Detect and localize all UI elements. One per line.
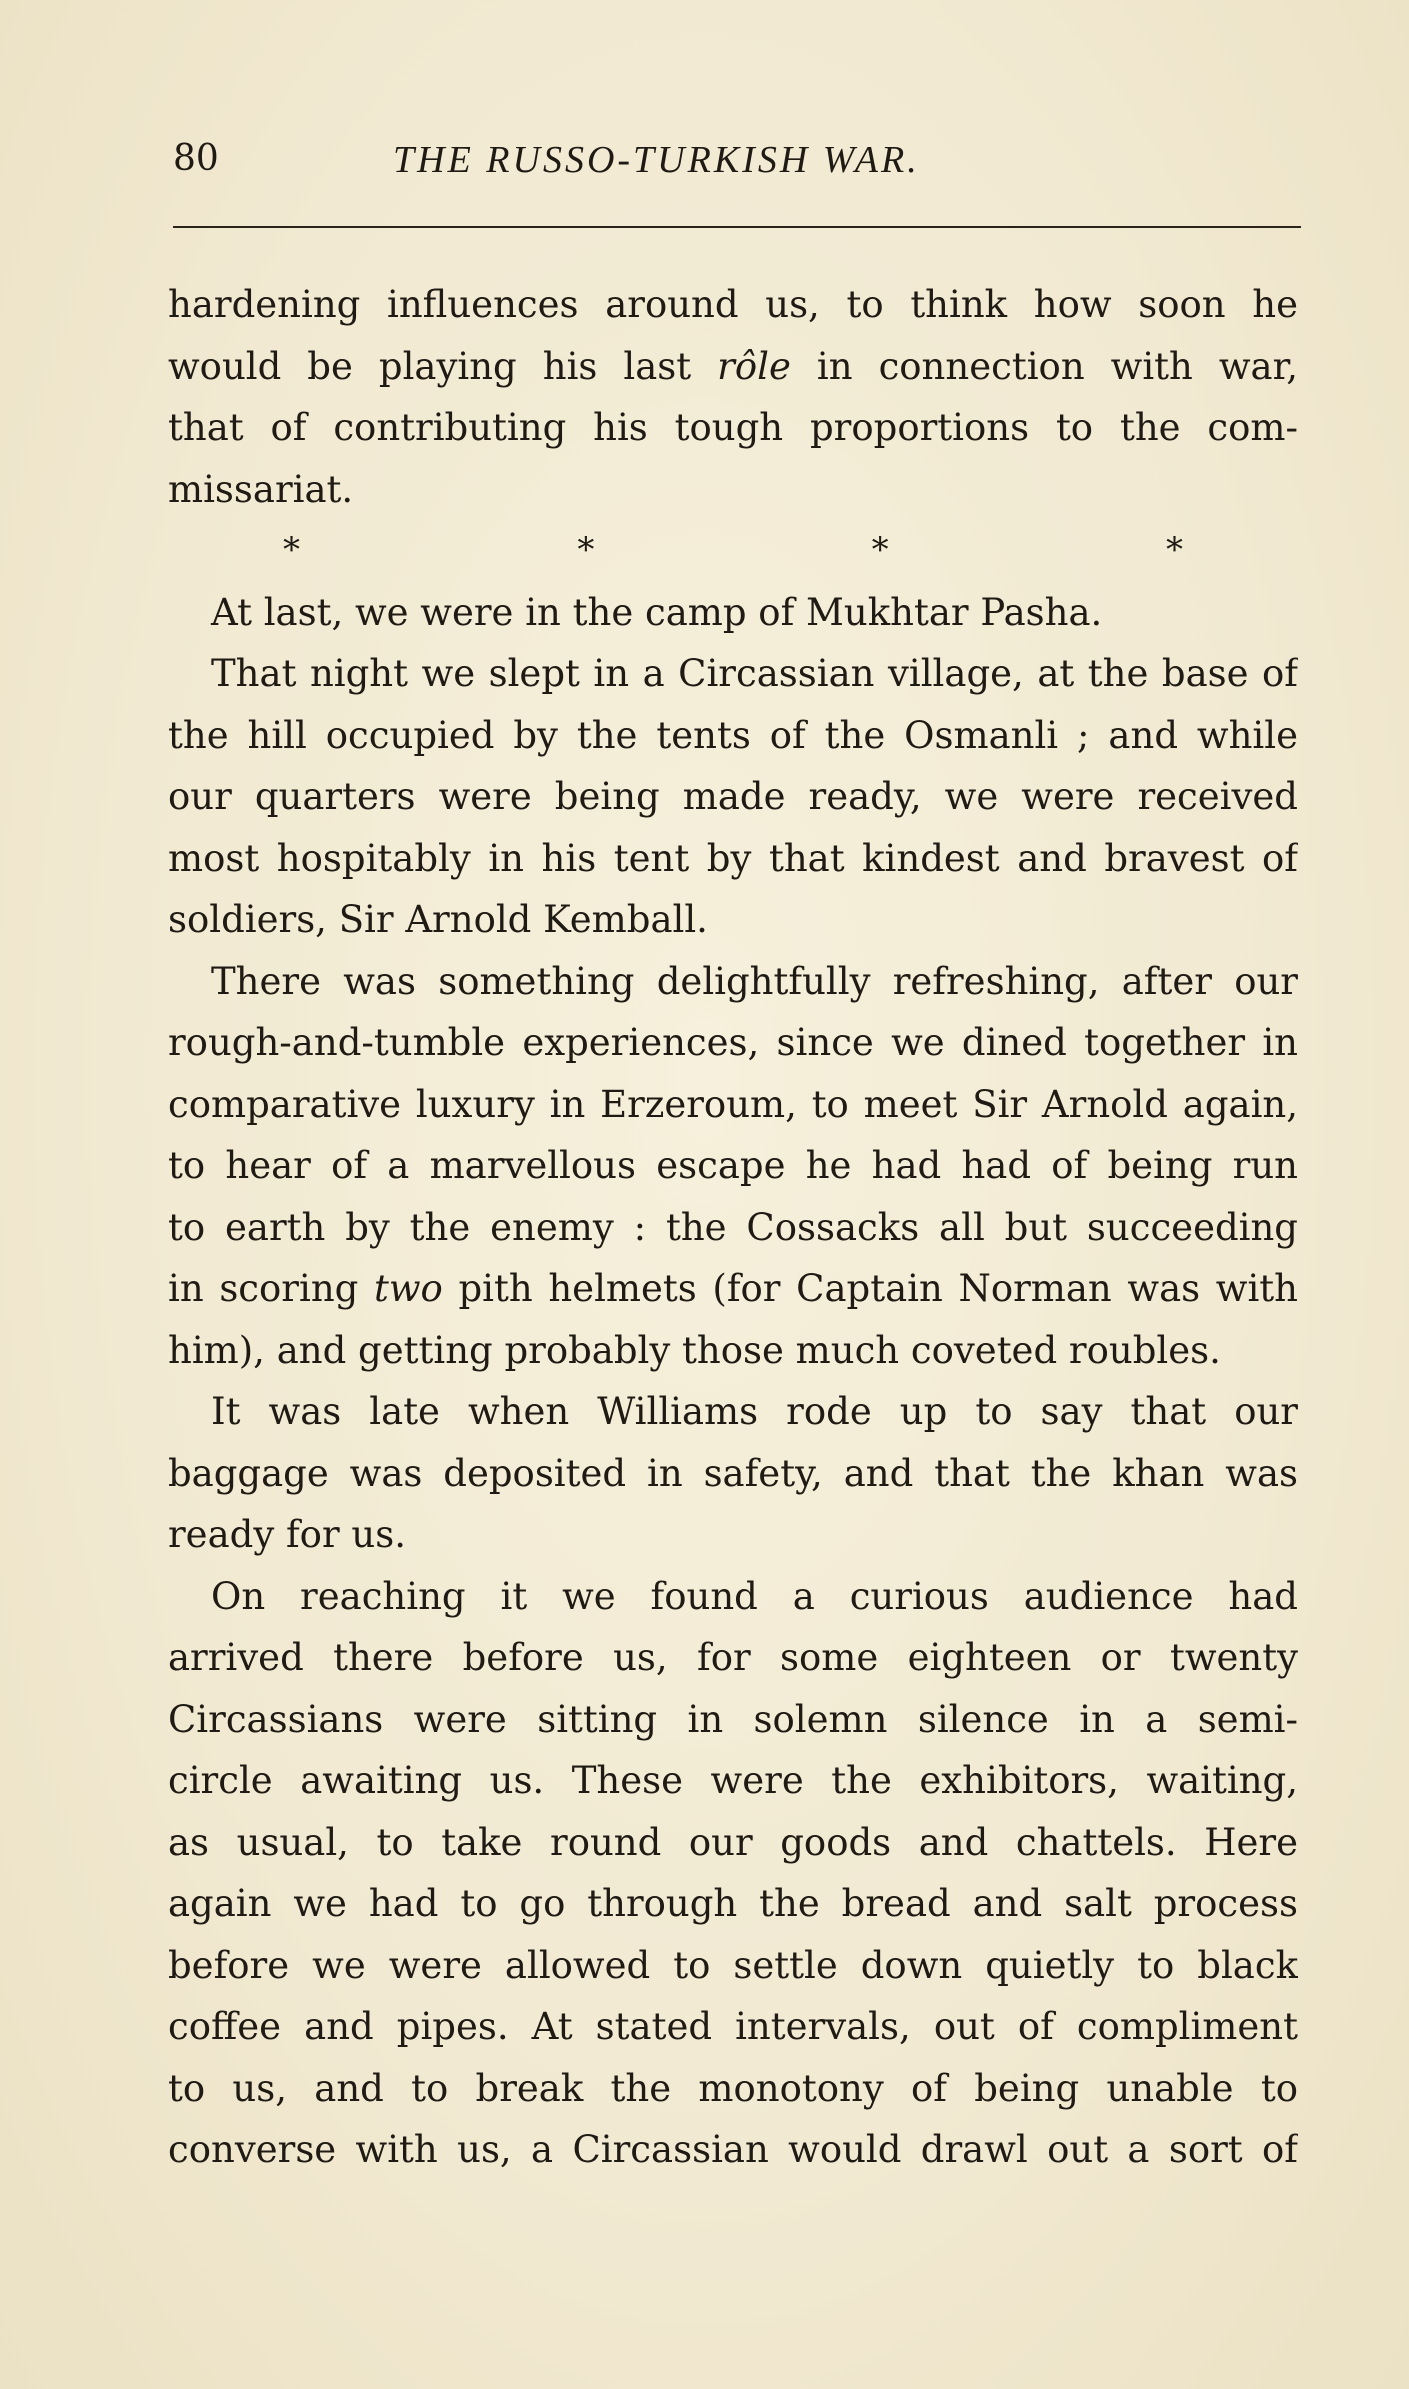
text-line: that of contributing his tough proportions to the com-	[168, 406, 1298, 449]
text-line	[168, 336, 1298, 398]
text-segment: pith helmets (for Captain Norman was with	[442, 1267, 1298, 1310]
text-line: On reaching it we found a curious audience had	[211, 1574, 1298, 1618]
text-line: That night we slept in a Circassian village, at the base of	[211, 652, 1298, 695]
text-line: our quarters were being made ready, we were received	[168, 775, 1298, 818]
text-line: circle awaiting us. These were the exhibitors, waiting,	[168, 1759, 1298, 1802]
text-line: most hospitably in his tent by that kindest and bravest of	[168, 836, 1298, 880]
page-header	[173, 138, 1303, 198]
text-line: rough-and-tumble experiences, since we dined together in	[168, 1021, 1298, 1064]
text-line: to hear of a marvellous escape he had had of being run	[168, 1144, 1298, 1187]
italic-word: two	[374, 1267, 443, 1310]
text-line: comparative luxury in Erzeroum, to meet Sir Arnold again,	[168, 1082, 1298, 1126]
running-title: THE RUSSO-TURKISH WAR.	[393, 139, 920, 181]
asterisk: *	[283, 530, 300, 570]
text-line: again we had to go through the bread and salt process	[168, 1882, 1298, 1925]
asterisk: *	[577, 530, 595, 570]
text-segment: in scoring	[168, 1267, 374, 1310]
text-line: There was something delightfully refreshing, after our	[211, 959, 1298, 1003]
text-line: as usual, to take round our goods and chattels. Here	[168, 1820, 1298, 1864]
text-line: hardening influences around us, to think how soon he	[168, 283, 1298, 326]
text-line: Circassians were sitting in solemn silence in a semi-	[168, 1697, 1298, 1741]
text-segment: would be playing his last	[168, 344, 718, 388]
text-line: coffee and pipes. At stated intervals, out of compliment	[168, 2005, 1298, 2048]
text-line: soldiers, Sir Arnold Kemball.	[168, 898, 708, 941]
italic-word: rôle	[717, 344, 791, 388]
asterisk: *	[1165, 530, 1183, 570]
text-line: the hill occupied by the tents of the Osmanli ; and while	[168, 713, 1298, 757]
header-rule	[173, 226, 1301, 228]
text-line: to earth by the enemy : the Cossacks all but succeeding	[168, 1205, 1298, 1249]
text-line: It was late when Williams rode up to say that our	[211, 1390, 1298, 1433]
text-segment: in connection with war,	[790, 344, 1298, 388]
text-line: missariat.	[168, 467, 354, 511]
section-separator	[168, 520, 1298, 582]
text-line: ready for us.	[168, 1513, 406, 1556]
text-line: At last, we were in the camp of Mukhtar Pasha.	[211, 590, 1103, 634]
text-line: baggage was deposited in safety, and that the khan was	[168, 1451, 1298, 1495]
body-text	[168, 274, 1298, 2181]
text-line: before we were allowed to settle down quietly to black	[168, 1943, 1298, 1987]
text-line	[168, 1258, 1298, 1320]
text-line: converse with us, a Circassian would drawl out a sort of	[168, 2128, 1298, 2171]
text-line: him), and getting probably those much coveted roubles.	[168, 1328, 1221, 1372]
page-number: 80	[173, 138, 219, 179]
text-line: arrived there before us, for some eighteen or twenty	[168, 1636, 1298, 1679]
asterisk: *	[871, 530, 889, 570]
text-line: to us, and to break the monotony of being unable to	[168, 2066, 1298, 2110]
